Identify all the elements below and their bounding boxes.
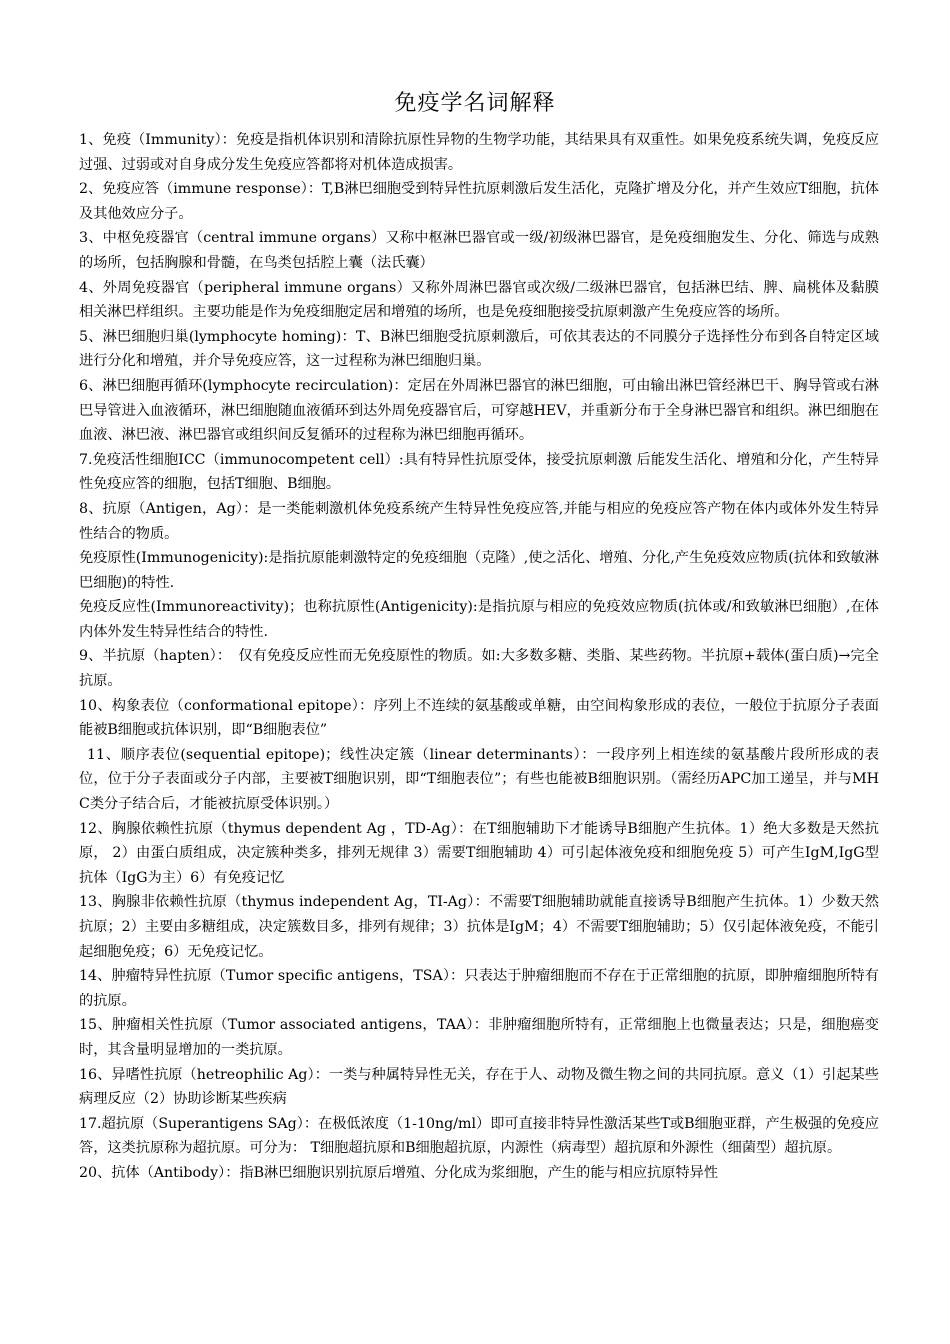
paragraph: 2、免疫应答（immune response）：T,B淋巴细胞受到特异性抗原刺激后发生活化，克隆扩增及分化，并产生效应T细胞，抗体及其他效应分子。 <box>79 181 879 222</box>
paragraph: 7.免疫活性细胞ICC（immunocompetent cell）:具有特异性抗原受体，接受抗原刺激 后能发生活化、增殖和分化，产生特异性免疫应答的细胞，包括T细胞、B细胞。 <box>79 451 879 493</box>
paragraph: 4、外周免疫器官（peripheral immune organs）又称外周淋巴器官或次级/二级淋巴器官，包括淋巴结、脾、扁桃体及黏膜相关淋巴样组织。主要功能是作为免疫细胞定居和增殖的场所，也是免疫细胞接受抗原刺激产生免疫应答的场所。 <box>79 279 879 321</box>
paragraph: 6、淋巴细胞再循环(lymphocyte recirculation)：定居在外周淋巴器官的淋巴细胞，可由输出淋巴管经淋巴干、胸导管或右淋巴导管进入血液循环，淋巴细胞随血液循环到达外周免疫器官后，可穿越HEV，并重新分布于全身淋巴器官和组织。淋巴细胞在血液、淋巴液、淋巴器官或组织间反复循环的过程称为淋巴细胞再循环。 <box>79 377 879 444</box>
paragraph: 11、顺序表位(sequential epitope)；线性决定簇（linear determinants）：一段序列上相连续的氨基酸片段所形成的表位，位于分子表面或分子内部，主要被T细胞识别，即“T细胞表位”；有些也能被B细胞识别。（需经历APC加工递呈，并与MHC类分子结合后，才能被抗原受体识别。） <box>79 746 879 813</box>
document-body <box>79 128 879 1186</box>
document-title: 免疫学名词解释 <box>394 91 556 116</box>
paragraph: 15、肿瘤相关性抗原（Tumor associated antigens，TAA）：非肿瘤细胞所特有，正常细胞上也微量表达；只是，细胞癌变时，其含量明显增加的一类抗原。 <box>79 1017 879 1058</box>
paragraph: 13、胸腺非依赖性抗原（thymus independent Ag，TI-Ag）：不需要T细胞辅助就能直接诱导B细胞产生抗体。1）少数天然抗原；2）主要由多糖组成，决定簇数目多，排列有规律；3）抗体是IgM；4）不需要T细胞辅助；5）仅引起体液免疫，不能引起细胞免疫；6）无免疫记忆。 <box>79 894 879 960</box>
paragraph: 8、抗原（Antigen，Ag）：是一类能刺激机体免疫系统产生特异性免疫应答,并能与相应的免疫应答产物在体内或体外发生特异性结合的物质。 <box>79 500 879 542</box>
paragraph: 14、肿瘤特异性抗原（Tumor specific antigens，TSA）：只表达于肿瘤细胞而不存在于正常细胞的抗原，即肿瘤细胞所特有的抗原。 <box>79 968 879 1009</box>
paragraph: 1、免疫（Immunity）：免疫是指机体识别和清除抗原性异物的生物学功能，其结果具有双重性。如果免疫系统失调，免疫反应过强、过弱或对自身成分发生免疫应答都将对机体造成损害。 <box>79 132 879 173</box>
paragraph: 12、胸腺依赖性抗原（thymus dependent Ag ，TD-Ag）：在T细胞辅助下才能诱导B细胞产生抗体。1）绝大多数是天然抗原， 2）由蛋白质组成，决定簇种类多，排列无规律 3）需要T细胞辅助 4）可引起体液免疫和细胞免疫 5）可产生IgM,IgG型抗体（IgG为主）6）有免疫记忆 <box>79 820 879 886</box>
paragraph: 16、异嗜性抗原（hetreophilic Ag）：一类与种属特异性无关，存在于人、动物及微生物之间的共同抗原。意义（1）引起某些病理反应（2）协助诊断某些疾病 <box>79 1066 879 1108</box>
paragraph: 9、半抗原（hapten）： 仅有免疫反应性而无免疫原性的物质。如:大多数多糖、类脂、某些药物。半抗原+载体(蛋白质)→完全抗原。 <box>79 648 879 690</box>
paragraph: 免疫原性(Immunogenicity):是指抗原能刺激特定的免疫细胞（克隆）,使之活化、增殖、分化,产生免疫效应物质(抗体和致敏淋巴细胞)的特性. <box>79 550 879 591</box>
paragraph: 免疫反应性(Immunoreactivity)；也称抗原性(Antigenicity):是指抗原与相应的免疫效应物质(抗体或/和致敏淋巴细胞）,在体内体外发生特异性结合的特性. <box>79 599 879 640</box>
paragraph: 3、中枢免疫器官（central immune organs）又称中枢淋巴器官或一级/初级淋巴器官，是免疫细胞发生、分化、筛选与成熟的场所，包括胸腺和骨髓，在鸟类包括腔上囊（法氏囊） <box>79 230 879 271</box>
paragraph: 5、淋巴细胞归巢(lymphocyte homing)：T、B淋巴细胞受抗原刺激后，可依其表达的不同膜分子选择性分布到各自特定区域进行分化和增殖，并介导免疫应答，这一过程称为淋巴细胞归巢。 <box>79 328 879 370</box>
paragraph: 17.超抗原（Superantigens SAg）：在极低浓度（1-10ng/ml）即可直接非特异性激活某些T或B细胞亚群，产生极强的免疫应答，这类抗原称为超抗原。可分为： T细胞超抗原和B细胞超抗原，内源性（病毒型）超抗原和外源性（细菌型）超抗原。 <box>79 1115 879 1157</box>
paragraph: 10、构象表位（conformational epitope）：序列上不连续的氨基酸或单糖，由空间构象形成的表位，一般位于抗原分子表面能被B细胞或抗体识别，即“B细胞表位” <box>79 697 879 739</box>
paragraph: 20、抗体（Antibody）：指B淋巴细胞识别抗原后增殖、分化成为浆细胞，产生的能与相应抗原特异性 <box>79 1164 719 1181</box>
